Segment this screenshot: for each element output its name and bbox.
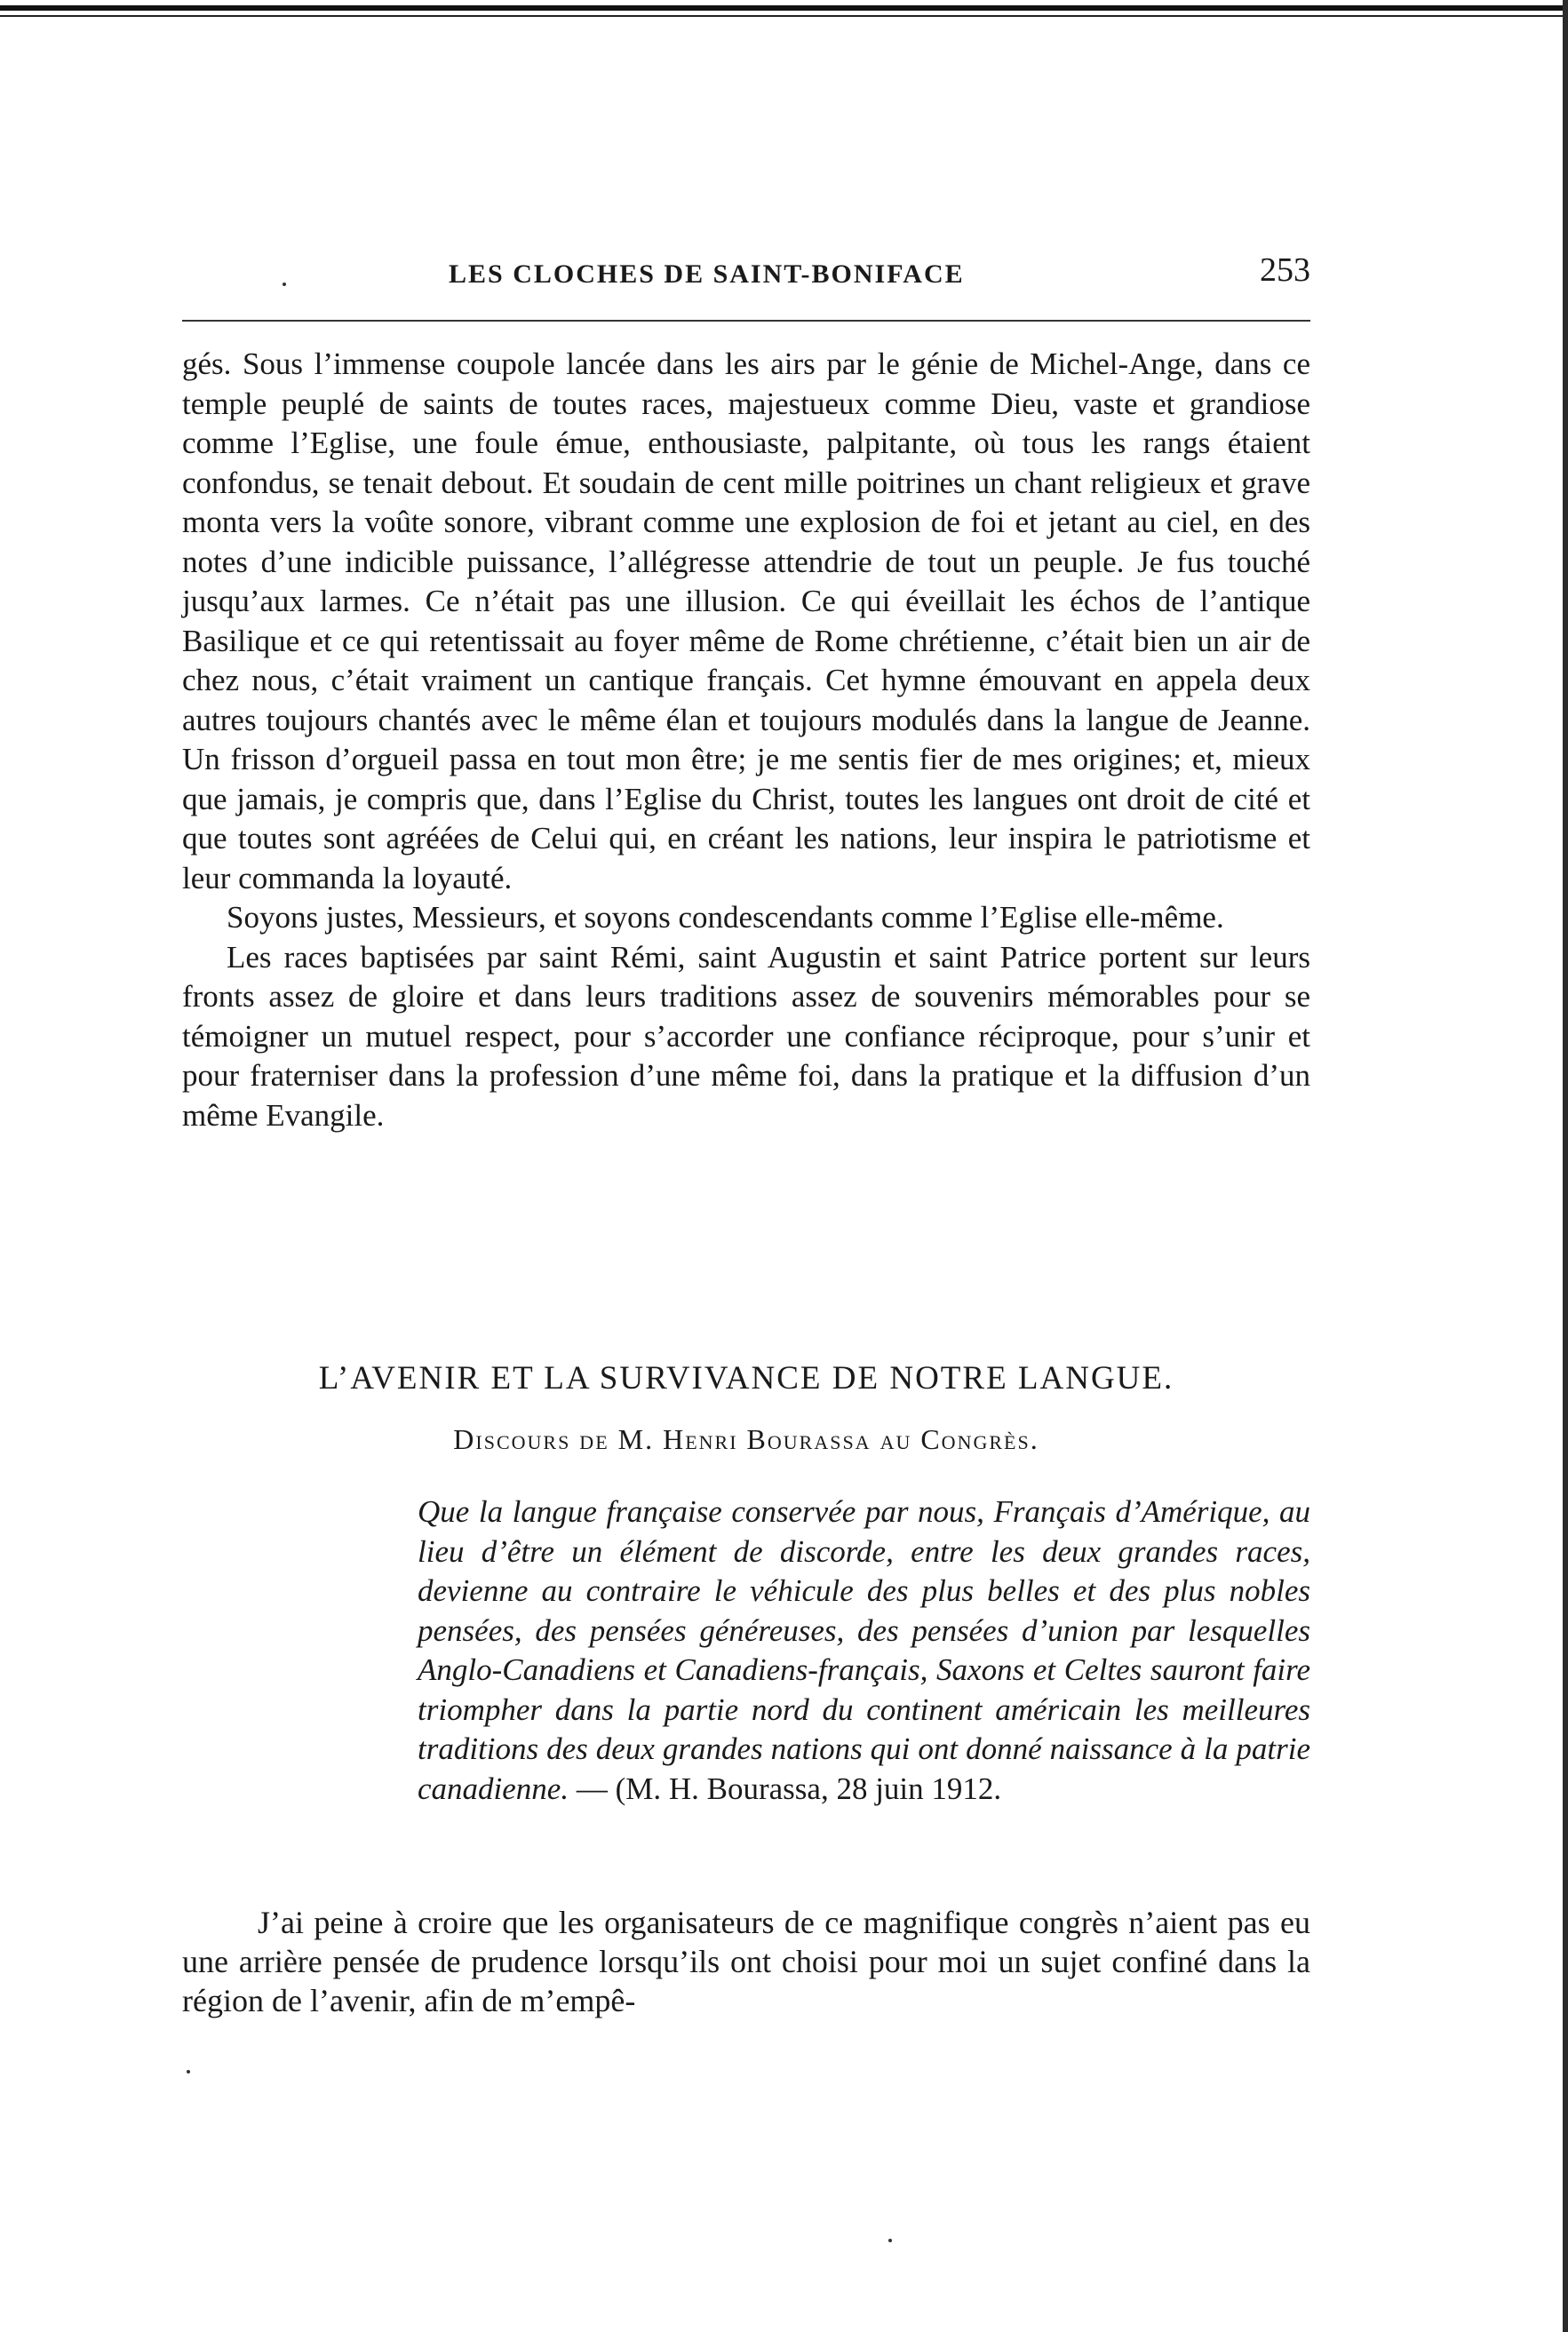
top-border-rule bbox=[0, 5, 1568, 11]
section-title: L’AVENIR ET LA SURVIVANCE DE NOTRE LANGUE. bbox=[318, 1360, 1174, 1397]
body-text bbox=[182, 345, 1310, 1135]
epigraph bbox=[418, 1492, 1310, 1809]
paragraph-continued: gés. Sous l’immense coupole lancée dans les airs par le génie de Michel-Ange, dans ce temple peuplé de saints de toutes races, majestueux comme Dieu, vaste et grandiose comme l’Eglise, une foule émue, enthousiaste, palpitante, où tous les rangs étaient confondus, se tenait debout. Et soudain de cent mille poitrines un chant religieux et grave monta vers la voûte sonore, vibrant comme une explosion de foi et jetant au ciel, en des notes d’une indicible puissance, l’allégresse attendrie de tout un peuple. Je fus touché jusqu’aux larmes. Ce n’était pas une illusion. Ce qui éveillait les échos de l’antique Basilique et ce qui retentissait au foyer même de Rome chrétienne, c’était bien un air de chez nous, c’était vraiment un cantique français. Cet hymne émouvant en appela deux autres toujours chantés avec le même élan et toujours modulés dans la langue de Jeanne. Un frisson d’orgueil passa en tout mon être; je me sentis fier de mes origines; et, mieux que jamais, je compris que, dans l’Eglise du Christ, toutes les langues ont droit de cité et que toutes sont agréées de Celui qui, en créant les nations, leur inspira le patriotisme et leur commanda la loyauté. bbox=[182, 346, 1310, 895]
section-subtitle: Discours de M. Henri Bourassa au Congrès. bbox=[453, 1423, 1039, 1455]
paragraph: Soyons justes, Messieurs, et soyons condescendants comme l’Eglise elle-même. bbox=[227, 900, 1224, 935]
page-header bbox=[182, 251, 1310, 295]
header-rule bbox=[182, 320, 1310, 322]
page-edge-shadow bbox=[1563, 0, 1568, 2332]
print-speck bbox=[187, 2070, 190, 2073]
print-speck bbox=[283, 283, 286, 286]
page-number: 253 bbox=[1260, 251, 1310, 289]
epigraph-attribution: — (M. H. Bourassa, 28 juin 1912. bbox=[569, 1771, 1002, 1806]
top-border-rule-thin bbox=[0, 15, 1568, 17]
paragraph: Les races baptisées par saint Rémi, saint Augustin et saint Patrice portent sur leurs fronts assez de gloire et dans leurs traditions assez de souvenirs mémorables pour se témoigner un mutuel respect, pour s’accorder une confiance réciproque, pour s’unir et pour fraterniser dans la profession d’une même foi, dans la pratique et la diffusion d’un même Evangile. bbox=[182, 939, 1310, 1133]
print-speck bbox=[888, 2239, 892, 2242]
closing-paragraph: J’ai peine à croire que les organisateurs de ce magnifique congrès n’aient pas eu une arrière pensée de prudence lorsqu’ils ont choisi pour moi un sujet confiné dans la région de l’avenir, afin de m’empê- bbox=[182, 1905, 1310, 2018]
running-head: LES CLOCHES DE SAINT-BONIFACE bbox=[449, 259, 965, 289]
epigraph-quote: Que la langue française conservée par nous, Français d’Amérique, au lieu d’être un élément de discorde, entre les deux grandes races, devienne au contraire le véhicule des plus belles et des plus nobles pensées, des pensées généreuses, des pensées d’union par lesquelles Anglo-Canadiens et Canadiens-français, Saxons et Celtes sauront faire triompher dans la partie nord du continent américain les meilleures traditions des deux grandes nations qui ont donné naissance à la patrie canadienne. bbox=[418, 1494, 1310, 1806]
